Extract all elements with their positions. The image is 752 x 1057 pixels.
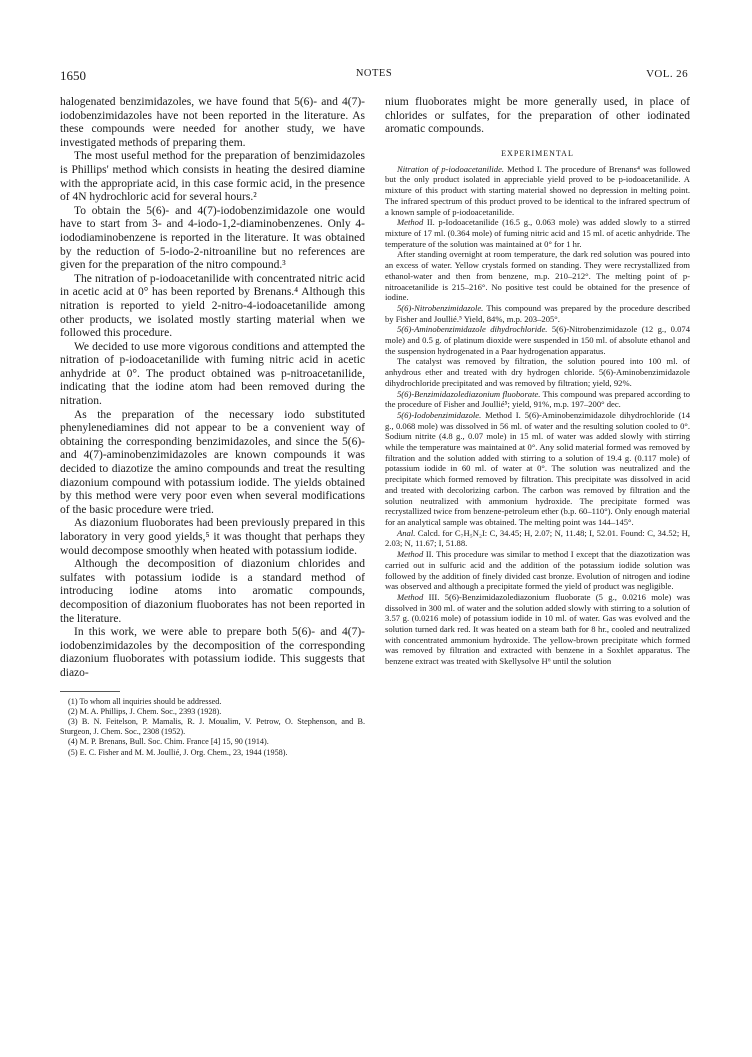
experimental-paragraph — [385, 356, 690, 388]
procedure-text: II. p-Iodoacetanilide (16.5 g., 0.063 mole) was added slowly to a stirred mixture of 17 ml. (0.364 mole) of fuming nitric acid and 15 ml. of acetic anhydride. The temperature of the solution was maintained at 0° for 1 hr. — [385, 217, 690, 249]
paragraph: Although the decomposition of diazonium chlorides and sulfates with potassium iodide is a standard method of introducing iodine atoms into aromatic compounds, decomposition of diazonium fluoborates has not been reported in the literature. — [60, 558, 365, 625]
right-column — [385, 96, 690, 667]
procedure-text: Method I. 5(6)-Aminobenzimidazole dihydrochloride (14 g., 0.068 mole) was dissolved in 56 ml. of water and the resulting solution cooled to 0°. Sodium nitrite (4.8 g., 0.07 mole) in 15 ml. of water was added slowly with stirring while the temperature was maintained at 0°. Any solid material formed was removed by filtration and the solution added with stirring to a solution of 19.4 g. (0.117 mole) of potassium iodide in 60 ml. of water at 0°. The solution was neutralized and the precipitate which formed removed by filtration. This precipitate was dissolved in acid and treated with decolorizing carbon. The carbon was removed by filtration and the solution neutralized with ammonium hydroxide. The precipitate formed was recrystallized twice from benzene-petroleum ether (b.p. 60–110°). Only enough material for an analytical sample was obtained. The melting point was 144–145°. — [385, 409, 690, 527]
paragraph: As diazonium fluoborates had been previously prepared in this laboratory in very good yields,⁵ it was thought that perhaps they would decompose smoothly when heated with potassium iodide. — [60, 517, 365, 557]
footnote: (3) B. N. Feitelson, P. Mamalis, R. J. Moualim, V. Petrow, O. Stephenson, and B. Sturgeon, J. Chem. Soc., 2308 (1952). — [60, 716, 365, 737]
paragraph: halogenated benzimidazoles, we have found that 5(6)- and 4(7)-iodobenzimidazoles have not been reported in the literature. As these compounds were needed for another study, we have investigated methods of preparing them. — [60, 96, 365, 149]
volume-label: VOL. 26 — [646, 68, 688, 80]
procedure-title: 5(6)-Aminobenzimidazole dihydrochloride. — [397, 324, 548, 335]
paragraph: We decided to use more vigorous conditions and attempted the nitration of p-iodoacetanilide with fuming nitric acid in acetic anhydride at 0°. The product obtained was p-nitroacetanilide, indicating that the iodine atom had been removed during the nitration. — [60, 340, 365, 408]
procedure-text: Calcd. for C₇H₅N₂I: C, 34.45; H, 2.07; N, 11.48; I, 52.01. Found: C, 34.52; H, 2.03; N, 11.67; I, 51.88. — [385, 527, 690, 549]
footnote-divider — [60, 691, 120, 692]
experimental-paragraph — [385, 164, 690, 218]
footnote: (5) E. C. Fisher and M. M. Joullié, J. Org. Chem., 23, 1944 (1958). — [68, 747, 288, 757]
paragraph: The most useful method for the preparation of benzimidazoles is Phillips' method which consists in heating the desired diamine with the appropriate acid, in this case formic acid, in the presence of 4N hydrochloric acid for several hours.² — [60, 150, 365, 204]
footnote: (1) To whom all inquiries should be addressed. — [68, 696, 222, 706]
running-head: NOTES — [355, 68, 393, 79]
procedure-text: This compound was prepared according to the procedure of Fisher and Joullié⁵; yield, 91%, m.p. 197–200° dec. — [385, 388, 691, 410]
experimental-heading: EXPERIMENTAL — [501, 148, 574, 158]
footnotes — [60, 697, 365, 758]
experimental-paragraph — [385, 249, 690, 303]
procedure-text: This compound was prepared by the procedure described by Fisher and Joullié.⁵ Yield, 84%, m.p. 203–205°. — [385, 302, 690, 324]
paragraph: The nitration of p-iodoacetanilide with concentrated nitric acid in acetic acid at 0° has been reported by Brenans.⁴ Although this nitration is reported to yield 2-nitro-4-iodoacetanilide among other products, we isolated mostly starting material when we followed this procedure. — [60, 272, 365, 340]
paragraph: As the preparation of the necessary iodo substituted phenylenediamines did not appear to be a convenient way of obtaining the corresponding benzimidazoles, and since the 5(6)- and 4(7)-aminobenzimidazoles are known compounds it was decided to diazotize the amino compounds and treat the resulting diazonium compound with potassium iodide. The yields obtained by this method were very poor even when several modifications of the basic procedure were tried. — [60, 408, 365, 516]
procedure-title: Anal. — [397, 527, 416, 538]
experimental-paragraph — [385, 528, 690, 549]
procedure-title: Method — [397, 217, 424, 228]
page-number: 1650 — [60, 68, 86, 83]
paragraph: In this work, we were able to prepare both 5(6)- and 4(7)-iodobenzimidazoles by the decomposition of the corresponding diazonium fluoborates with potassium iodide. This suggests that diazo- — [60, 626, 365, 679]
left-body-text — [60, 96, 365, 681]
experimental-paragraph — [385, 324, 690, 356]
paragraph: To obtain the 5(6)- and 4(7)-iodobenzimidazole one would have to start from 3- and 4-iodo-1,2-diaminobenzenes. Only 4-iododiaminobenzene is reported in the literature. It was obtained by the reduction of 5-iodo-2-nitroaniline but no references are given for the preparation of the nitro compound.³ — [60, 204, 365, 272]
experimental-paragraph — [385, 389, 690, 410]
procedure-text: The catalyst was removed by filtration, the solution poured into 100 ml. of anhydrous ether and treated with dry hydrogen chloride. 5(6)-Aminobenzimidazole dihydrochloride precipitated and was removed by filtration; yield, 92%. — [385, 356, 690, 388]
procedure-title: 5(6)-Benzimidazolediazonium fluoborate. — [397, 388, 541, 399]
footnote: (4) M. P. Brenans, Bull. Soc. Chim. France [4] 15, 90 (1914). — [68, 737, 269, 747]
procedure-text: II. This procedure was similar to method I except that the diazotization was carried out in sulfuric acid and the addition of the potassium iodide solution was followed by the addition of finely divided cast bronze. Evolution of nitrogen and iodine was observed and although a precipitate formed the yield of product was negligible. — [385, 549, 690, 592]
procedure-title: 5(6)-Iodobenzimidazole. — [397, 409, 482, 420]
experimental-body — [385, 164, 690, 667]
procedure-title: Nitration of p-iodoacetanilide. — [397, 163, 505, 174]
procedure-text: III. 5(6)-Benzimidazolediazonium fluoborate (5 g., 0.0216 mole) was dissolved in 300 ml. of water and the solution added slowly with stirring to a solution of 3.57 g. (0.0216 mole) of potassium iodide in 10 ml. of water. Gas was evolved and the solution turned dark red. It was heated on a steam bath for 8 hr., cooled and neutralized with concentrated ammonium hydroxide. The yellow-brown precipitate which formed was removed by filtration and extracted with benzene in a Soxhlet apparatus. The benzene extract was treated with Skellysolve H⁶ until the solution — [385, 591, 690, 667]
procedure-title: 5(6)-Nitrobenzimidazole. — [397, 302, 484, 313]
experimental-paragraph — [385, 410, 690, 528]
footnote: (2) M. A. Phillips, J. Chem. Soc., 2393 (1928). — [68, 706, 222, 716]
experimental-paragraph — [385, 217, 690, 249]
procedure-title: Method — [397, 549, 424, 560]
right-lead-text — [385, 96, 690, 137]
procedure-text: Method I. The procedure of Brenans⁴ was followed but the only product isolated in appreciable yield proved to be p-iodoacetanilide. A mixture of this product with starting material showed no depression in melting point. The infrared spectrum of this product proved to be identical to the infrared spectrum of a known sample of p-iodoacetanilide. — [385, 163, 690, 217]
procedure-title: Method — [397, 591, 424, 602]
procedure-text: 5(6)-Nitrobenzimidazole (12 g., 0.074 mole) and 0.5 g. of platinum dioxide were suspended in 150 ml. of absolute ethanol and the suspension hydrogenated in a Paar hydrogenation apparatus. — [385, 324, 691, 356]
procedure-text: After standing overnight at room temperature, the dark red solution was poured into an excess of water. Yellow crystals formed on standing. They were recrystallized from ethanol-water and then from benzene, m.p. 210–212°. The melting point of p-nitroacetanilide is 215–216°. No positive test could be obtained for the presence of iodine. — [385, 249, 690, 303]
experimental-paragraph — [385, 303, 690, 324]
left-column — [60, 96, 365, 758]
experimental-paragraph — [385, 549, 690, 592]
page-header — [60, 68, 688, 86]
experimental-paragraph — [385, 592, 690, 667]
paragraph: nium fluoborates might be more generally used, in place of chlorides or sulfates, for the preparation of other iodinated aromatic compounds. — [385, 96, 690, 136]
